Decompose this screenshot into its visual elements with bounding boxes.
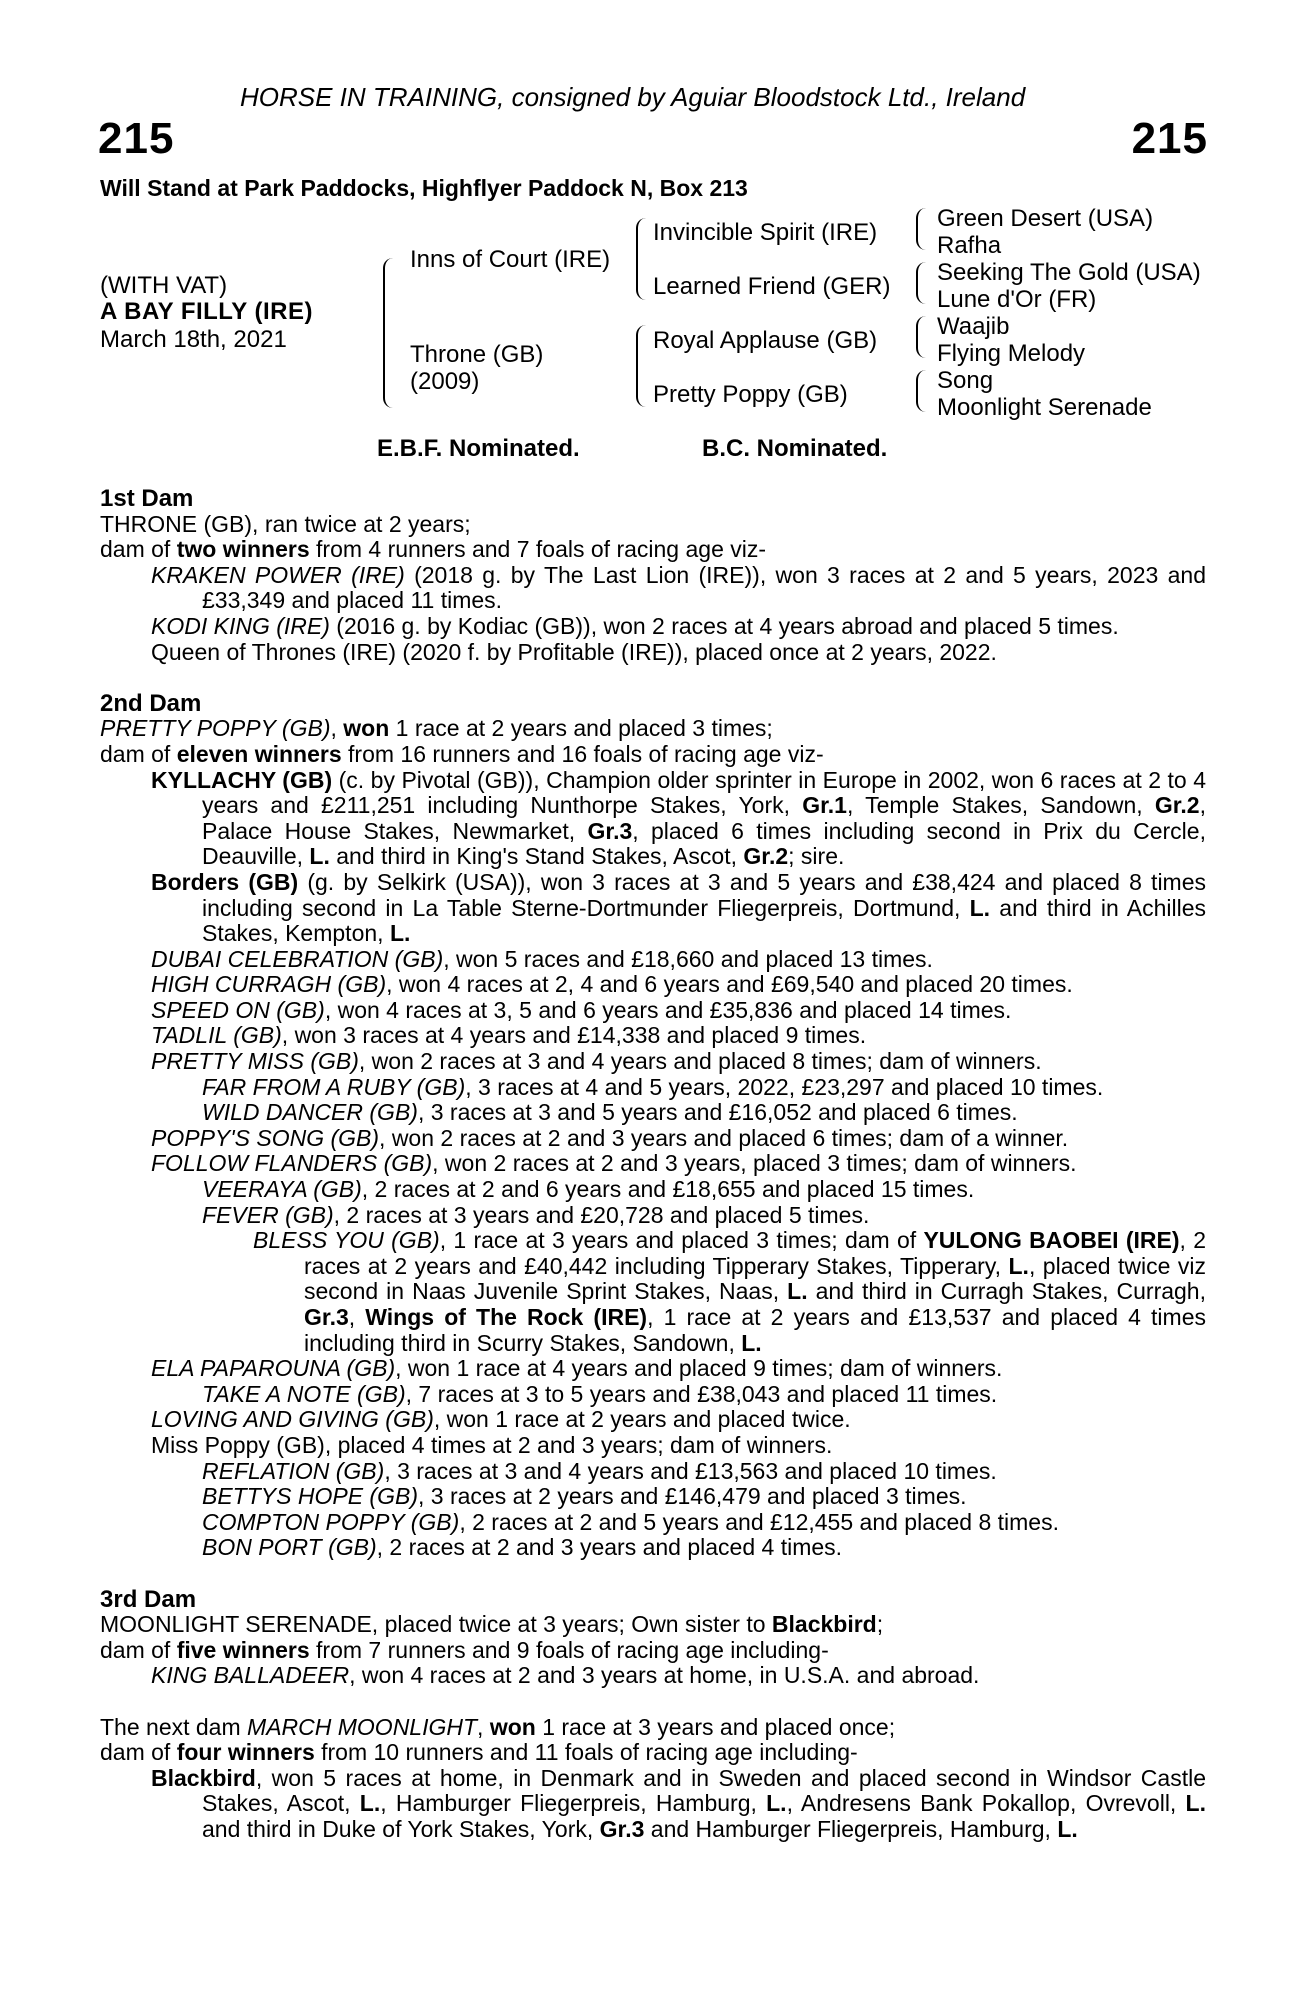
pedigree-sire-dam: Learned Friend (GER) xyxy=(653,273,891,300)
first-dam-produce-line: dam of two winners from 4 runners and 7 foals of racing age viz- xyxy=(100,536,767,563)
produce-entry: HIGH CURRAGH (GB), won 4 races at 2, 4 and 6 years and £69,540 and placed 20 times. xyxy=(151,971,1073,998)
produce-subentry: VEERAYA (GB), 2 races at 2 and 6 years and £18,655 and placed 15 times. xyxy=(202,1176,975,1203)
produce-entry: KYLLACHY (GB) (c. by Pivotal (GB)), Champion older sprinter in Europe in 2002, won 6 races at 2 to 4 years and £211,251 including Nunthorpe Stakes, York, Gr.1, Temple Stakes, Sandown, Gr.2, Palace House Stakes, Newmarket, Gr.3, placed 6 times including second in Prix du Cercle, Deauville, L. and third in King's Stand Stakes, Ascot, Gr.2; sire. xyxy=(151,766,1206,870)
pedigree-ss-sire: Green Desert (USA) xyxy=(937,205,1154,232)
pedigree-brace-dam xyxy=(636,325,648,407)
pedigree-brace-dd xyxy=(916,370,926,412)
pedigree-ds-sire: Waajib xyxy=(937,313,1010,340)
pedigree-dd-sire: Song xyxy=(937,367,994,394)
produce-entry: ELA PAPAROUNA (GB), won 1 race at 4 years and placed 9 times; dam of winners. xyxy=(151,1355,1003,1382)
vat-note: (WITH VAT) xyxy=(100,272,228,299)
produce-entry: DUBAI CELEBRATION (GB), won 5 races and £18,660 and placed 13 times. xyxy=(151,945,933,972)
pedigree-brace-ss xyxy=(916,208,926,250)
catalogue-body xyxy=(100,486,1206,1842)
next-dam-line: The next dam MARCH MOONLIGHT, won 1 race at 3 years and placed once; xyxy=(100,1713,896,1740)
produce-subentry: BLESS YOU (GB), 1 race at 3 years and placed 3 times; dam of YULONG BAOBEI (IRE), 2 races at 2 years and £40,442 including Tipperary Stakes, Tipperary, L., placed twice viz second in Naas Juvenile Sprint Stakes, Naas, L. and third in Curragh Stakes, Curragh, Gr.3, Wings of The Rock (IRE), 1 race at 2 years and £13,537 and placed 4 times including third in Scurry Stakes, Sandown, L. xyxy=(253,1227,1206,1356)
pedigree-sd-sire: Seeking The Gold (USA) xyxy=(937,259,1201,286)
produce-entry: POPPY'S SONG (GB), won 2 races at 2 and 3 years and placed 6 times; dam of a winner. xyxy=(151,1124,1069,1151)
lot-number-right: 215 xyxy=(1131,114,1208,163)
second-dam-heading: 2nd Dam xyxy=(100,689,202,717)
produce-entry: TADLIL (GB), won 3 races at 4 years and £14,338 and placed 9 times. xyxy=(151,1022,867,1049)
third-dam-produce-line: dam of five winners from 7 runners and 9 foals of racing age including- xyxy=(100,1636,829,1663)
produce-entry: LOVING AND GIVING (GB), won 1 race at 2 years and placed twice. xyxy=(151,1406,851,1433)
second-dam-line: PRETTY POPPY (GB), won 1 race at 2 years and placed 3 times; xyxy=(100,715,773,742)
ebf-nomination: E.B.F. Nominated. xyxy=(377,435,580,462)
produce-subentry: FAR FROM A RUBY (GB), 3 races at 4 and 5 years, 2022, £23,297 and placed 10 times. xyxy=(202,1073,1104,1100)
pedigree-sire: Inns of Court (IRE) xyxy=(410,246,611,273)
pedigree-dam: Throne (GB) xyxy=(410,341,544,368)
pedigree-ss-dam: Rafha xyxy=(937,232,1002,259)
produce-subentry: FEVER (GB), 2 races at 3 years and £20,728 and placed 5 times. xyxy=(202,1201,870,1228)
second-dam-produce-line: dam of eleven winners from 16 runners and 16 foals of racing age viz- xyxy=(100,740,824,767)
pedigree-brace-sd xyxy=(916,262,926,304)
produce-entry: Queen of Thrones (IRE) (2020 f. by Profitable (IRE)), placed once at 2 years, 2022. xyxy=(151,638,997,665)
produce-subentry: WILD DANCER (GB), 3 races at 3 and 5 years and £16,052 and placed 6 times. xyxy=(202,1099,1018,1126)
produce-entry: KODI KING (IRE) (2016 g. by Kodiac (GB)), won 2 races at 4 years abroad and placed 5 times. xyxy=(151,612,1119,639)
produce-entry: PRETTY MISS (GB), won 2 races at 3 and 4 years and placed 8 times; dam of winners. xyxy=(151,1048,1042,1075)
produce-entry: Borders (GB) (g. by Selkirk (USA)), won 3 races at 3 and 5 years and £38,424 and placed 8 times including second in La Table Sterne-Dortmunder Fliegerpreis, Dortmund, L. and third in Achilles Stakes, Kempton, L. xyxy=(151,868,1207,947)
pedigree-brace-ds xyxy=(916,316,926,358)
produce-subentry: BON PORT (GB), 2 races at 2 and 3 years and placed 4 times. xyxy=(202,1534,843,1561)
pedigree-brace-main xyxy=(383,258,397,408)
produce-entry: Miss Poppy (GB), placed 4 times at 2 and 3 years; dam of winners. xyxy=(151,1431,833,1458)
produce-subentry: BETTYS HOPE (GB), 3 races at 2 years and £146,479 and placed 3 times. xyxy=(202,1483,967,1510)
foaling-date: March 18th, 2021 xyxy=(100,326,287,353)
first-dam-line: THRONE (GB), ran twice at 2 years; xyxy=(100,510,471,537)
pedigree-dam-sire: Royal Applause (GB) xyxy=(653,327,878,354)
horse-name: A BAY FILLY (IRE) xyxy=(100,298,313,325)
pedigree-dam-dam: Pretty Poppy (GB) xyxy=(653,381,848,408)
lot-number-left: 215 xyxy=(98,114,175,163)
produce-entry: FOLLOW FLANDERS (GB), won 2 races at 2 and 3 years, placed 3 times; dam of winners. xyxy=(151,1150,1077,1177)
pedigree-brace-sire xyxy=(636,218,648,300)
bc-nomination: B.C. Nominated. xyxy=(702,435,888,462)
produce-entry: KRAKEN POWER (IRE) (2018 g. by The Last Lion (IRE)), won 3 races at 2 and 5 years, 2023 and £33,349 and placed 11 times. xyxy=(151,561,1206,614)
pedigree-dam-year: (2009) xyxy=(410,368,480,395)
stand-location: Will Stand at Park Paddocks, Highflyer Paddock N, Box 213 xyxy=(100,175,748,201)
pedigree-sire-sire: Invincible Spirit (IRE) xyxy=(653,219,878,246)
first-dam-heading: 1st Dam xyxy=(100,485,194,512)
next-dam-produce-line: dam of four winners from 10 runners and 11 foals of racing age including- xyxy=(100,1739,858,1766)
produce-subentry: TAKE A NOTE (GB), 7 races at 3 to 5 years and £38,043 and placed 11 times. xyxy=(202,1380,998,1407)
produce-subentry: REFLATION (GB), 3 races at 3 and 4 years and £13,563 and placed 10 times. xyxy=(202,1457,997,1484)
produce-subentry: COMPTON POPPY (GB), 2 races at 2 and 5 years and £12,455 and placed 8 times. xyxy=(202,1508,1059,1535)
pedigree-dd-dam: Moonlight Serenade xyxy=(937,394,1152,421)
produce-entry: KING BALLADEER, won 4 races at 2 and 3 years at home, in U.S.A. and abroad. xyxy=(151,1662,980,1689)
produce-entry: SPEED ON (GB), won 4 races at 3, 5 and 6 years and £35,836 and placed 14 times. xyxy=(151,996,1012,1023)
third-dam-heading: 3rd Dam xyxy=(100,1585,197,1613)
consignment-line: HORSE IN TRAINING, consigned by Aguiar Bloodstock Ltd., Ireland xyxy=(240,82,1026,112)
pedigree-ds-dam: Flying Melody xyxy=(937,340,1086,367)
produce-entry: Blackbird, won 5 races at home, in Denmark and in Sweden and placed second in Windsor Castle Stakes, Ascot, L., Hamburger Fliegerpreis, Hamburg, L., Andresens Bank Pokallop, Ovrevoll, L. and third in Duke of York Stakes, York, Gr.3 and Hamburger Fliegerpreis, Hamburg, L. xyxy=(151,1764,1206,1842)
third-dam-line: MOONLIGHT SERENADE, placed twice at 3 years; Own sister to Blackbird; xyxy=(100,1611,884,1638)
pedigree-sd-dam: Lune d'Or (FR) xyxy=(937,286,1097,313)
